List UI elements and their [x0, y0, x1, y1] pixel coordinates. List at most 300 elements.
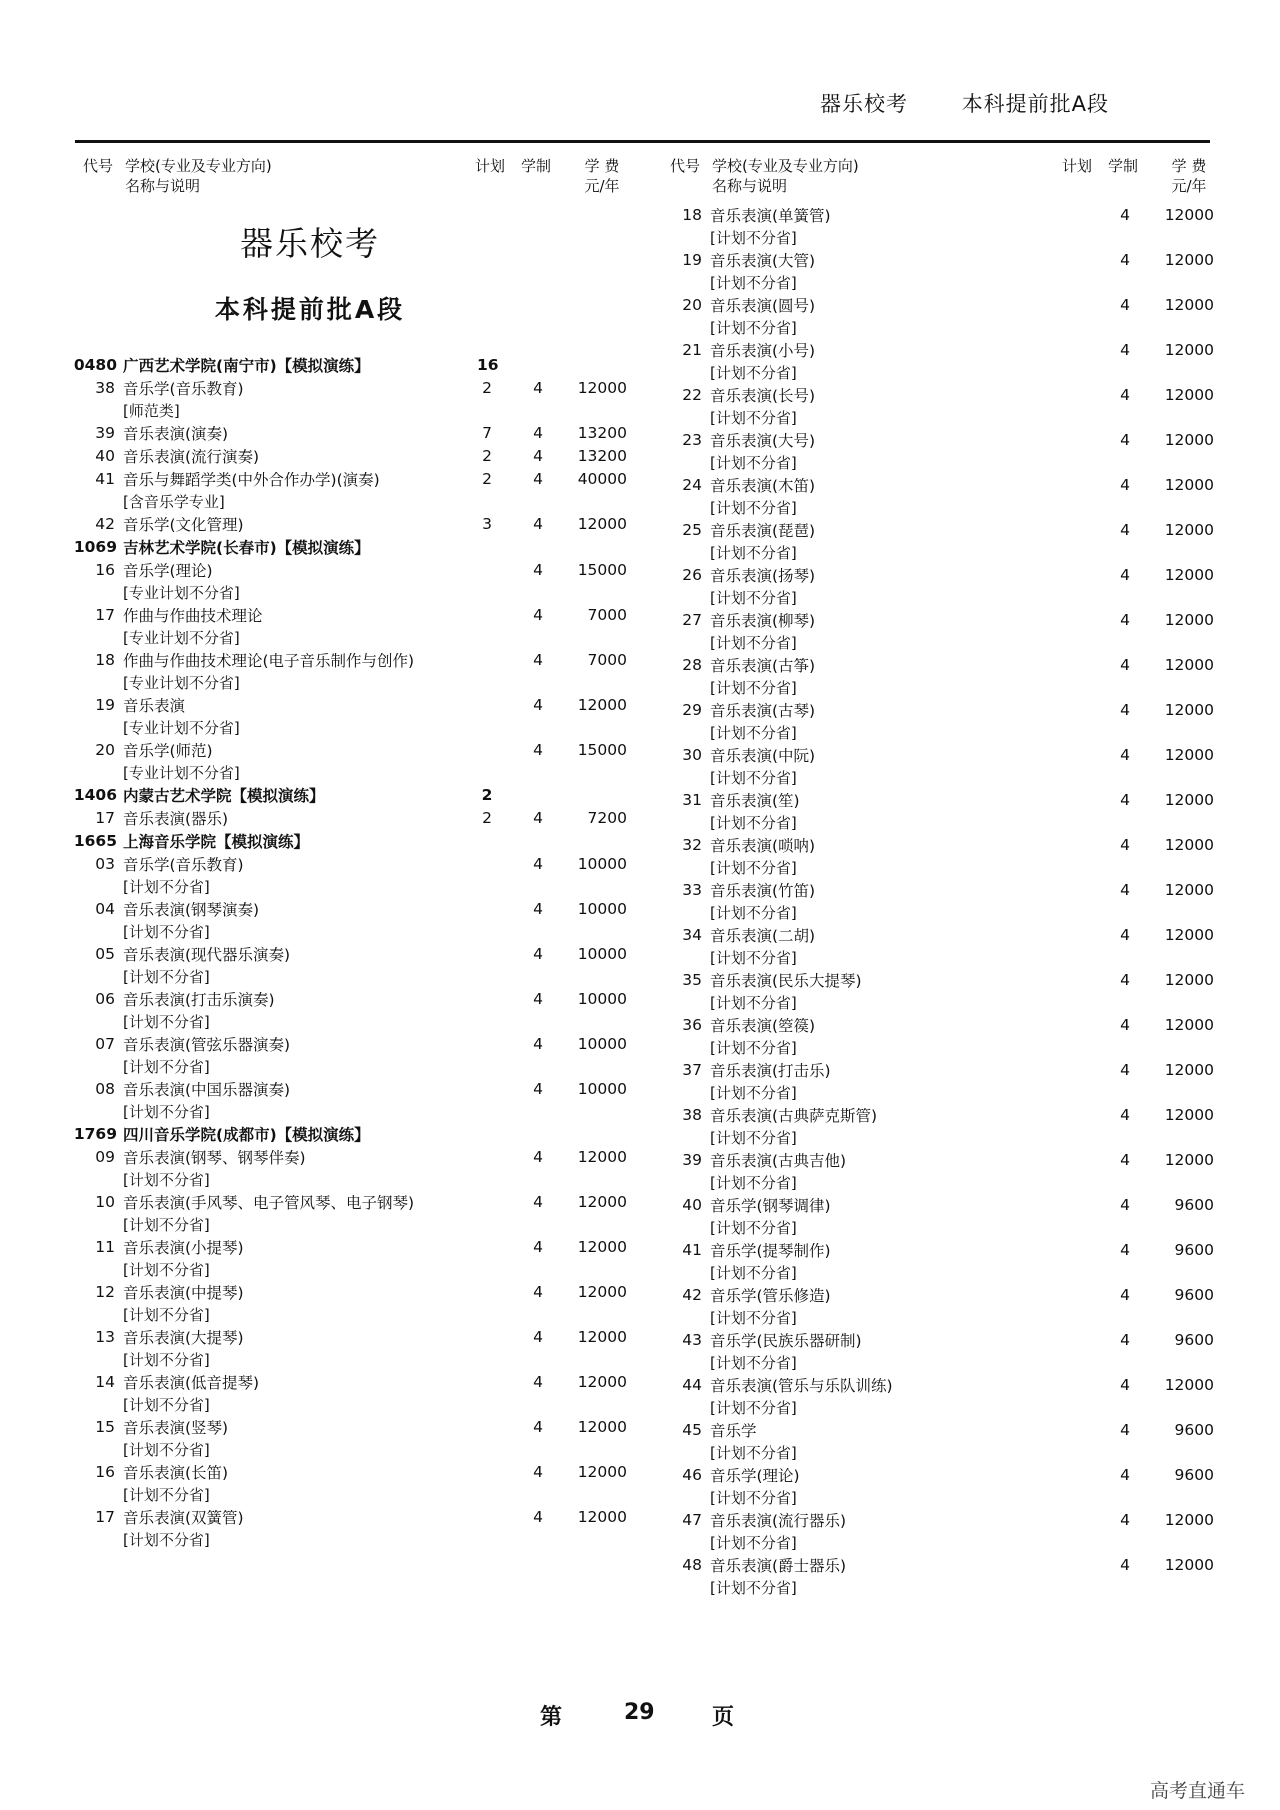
major-row: [75, 853, 635, 876]
major-note: [计划不分省]: [710, 904, 797, 922]
tuition-fee: 12000: [1164, 701, 1214, 719]
major-row: [75, 1281, 635, 1304]
major-row: [662, 924, 1222, 947]
major-code: 03: [95, 855, 115, 873]
school-name: 上海音乐学院【模拟演练】: [123, 833, 310, 851]
duration-years: 4: [1120, 1466, 1130, 1484]
major-name: 音乐学(师范): [123, 742, 213, 760]
major-note: [计划不分省]: [710, 544, 797, 562]
duration-years: 4: [533, 470, 543, 488]
major-code: 35: [682, 971, 702, 989]
major-name: 音乐表演(唢呐): [710, 837, 816, 855]
duration-years: 4: [1120, 1016, 1130, 1034]
duration-years: 4: [1120, 341, 1130, 359]
tuition-fee: 12000: [1164, 1016, 1214, 1034]
major-row: [75, 1078, 635, 1101]
plan-count: 7: [482, 424, 492, 442]
major-code: 37: [682, 1061, 702, 1079]
major-note: [计划不分省]: [710, 1534, 797, 1552]
tuition-fee: 12000: [1164, 341, 1214, 359]
major-row: [75, 1146, 635, 1169]
major-code: 40: [95, 447, 115, 465]
major-note: [计划不分省]: [710, 1264, 797, 1282]
tuition-fee: 15000: [577, 741, 627, 759]
major-code: 25: [682, 521, 702, 539]
header-fee-unit: 元/年: [584, 177, 620, 195]
major-name: 音乐表演(长笛): [123, 1464, 229, 1482]
duration-years: 4: [533, 855, 543, 873]
major-row: [75, 1461, 635, 1484]
tuition-fee: 10000: [577, 1035, 627, 1053]
major-code: 40: [682, 1196, 702, 1214]
major-note: [计划不分省]: [710, 319, 797, 337]
major-code: 17: [95, 606, 115, 624]
major-row: [662, 519, 1222, 542]
duration-years: 4: [1120, 1151, 1130, 1169]
major-name: 音乐表演(古筝): [710, 657, 816, 675]
major-name: 音乐表演(古典吉他): [710, 1152, 847, 1170]
major-row: [662, 1149, 1222, 1172]
duration-years: 4: [1120, 296, 1130, 314]
major-code: 34: [682, 926, 702, 944]
major-code: 07: [95, 1035, 115, 1053]
duration-years: 4: [1120, 386, 1130, 404]
major-name: 音乐表演(单簧管): [710, 207, 831, 225]
duration-years: 4: [533, 1080, 543, 1098]
major-name: 音乐表演(器乐): [123, 810, 229, 828]
major-name: 音乐表演(现代器乐演奏): [123, 946, 291, 964]
major-code: 17: [95, 1508, 115, 1526]
major-note: [计划不分省]: [123, 1306, 210, 1324]
school-code: 1665: [73, 832, 117, 850]
major-row: [662, 564, 1222, 587]
major-code: 20: [95, 741, 115, 759]
major-code: 20: [682, 296, 702, 314]
tuition-fee: 10000: [577, 900, 627, 918]
major-row: [662, 204, 1222, 227]
major-note: [计划不分省]: [123, 1351, 210, 1369]
major-name: 音乐学: [710, 1422, 757, 1440]
tuition-fee: 12000: [577, 379, 627, 397]
duration-years: 4: [1120, 1286, 1130, 1304]
duration-years: 4: [533, 1508, 543, 1526]
column-header: [662, 156, 1222, 202]
tuition-fee: 12000: [1164, 1061, 1214, 1079]
section-heading: [75, 216, 545, 336]
duration-years: 4: [1120, 701, 1130, 719]
major-note: [计划不分省]: [710, 1039, 797, 1057]
major-name: 音乐与舞蹈学类(中外合作办学)(演奏): [123, 471, 380, 489]
duration-years: 4: [1120, 206, 1130, 224]
major-code: 32: [682, 836, 702, 854]
page-number-suffix: 页: [712, 1705, 735, 1730]
major-name: 音乐表演(木笛): [710, 477, 816, 495]
tuition-fee: 13200: [577, 447, 627, 465]
tuition-fee: 12000: [577, 1463, 627, 1481]
major-code: 41: [682, 1241, 702, 1259]
major-code: 17: [95, 809, 115, 827]
major-row: [75, 943, 635, 966]
header-plan: 计划: [475, 157, 506, 175]
major-name: 音乐学(文化管理): [123, 516, 244, 534]
duration-years: 4: [533, 515, 543, 533]
major-name: 音乐表演(打击乐演奏): [123, 991, 275, 1009]
major-note: [计划不分省]: [710, 229, 797, 247]
major-row: [75, 1191, 635, 1214]
tuition-fee: 15000: [577, 561, 627, 579]
right-entry-list: [662, 204, 1222, 1599]
duration-years: 4: [533, 1238, 543, 1256]
tuition-fee: 12000: [577, 1508, 627, 1526]
major-note: [计划不分省]: [710, 409, 797, 427]
major-name: 音乐表演(小号): [710, 342, 816, 360]
major-note: [计划不分省]: [710, 1174, 797, 1192]
major-note: [专业计划不分省]: [123, 719, 240, 737]
header-fee-unit: 元/年: [1171, 177, 1207, 195]
tuition-fee: 12000: [577, 1328, 627, 1346]
duration-years: 4: [1120, 836, 1130, 854]
major-code: 39: [95, 424, 115, 442]
duration-years: 4: [533, 990, 543, 1008]
duration-years: 4: [533, 741, 543, 759]
tuition-fee: 12000: [577, 1283, 627, 1301]
major-code: 16: [95, 1463, 115, 1481]
major-code: 08: [95, 1080, 115, 1098]
major-row: [75, 513, 635, 536]
major-code: 10: [95, 1193, 115, 1211]
major-row: [75, 898, 635, 921]
major-code: 04: [95, 900, 115, 918]
tuition-fee: 10000: [577, 990, 627, 1008]
major-row: [75, 807, 635, 830]
duration-years: 4: [533, 1373, 543, 1391]
major-note: [计划不分省]: [123, 1441, 210, 1459]
tuition-fee: 12000: [1164, 206, 1214, 224]
duration-years: 4: [1120, 746, 1130, 764]
tuition-fee: 12000: [577, 696, 627, 714]
major-note: [计划不分省]: [710, 454, 797, 472]
duration-years: 4: [1120, 1511, 1130, 1529]
header-school: 学校(专业及专业方向): [712, 157, 859, 175]
major-row: [75, 739, 635, 762]
duration-years: 4: [1120, 926, 1130, 944]
major-note: [计划不分省]: [710, 949, 797, 967]
major-note: [计划不分省]: [710, 859, 797, 877]
duration-years: 4: [533, 447, 543, 465]
major-note: [计划不分省]: [710, 1444, 797, 1462]
major-name: 音乐表演(古典萨克斯管): [710, 1107, 878, 1125]
major-code: 39: [682, 1151, 702, 1169]
tuition-fee: 12000: [1164, 746, 1214, 764]
plan-count: 2: [482, 470, 492, 488]
duration-years: 4: [1120, 1331, 1130, 1349]
duration-years: 4: [533, 379, 543, 397]
duration-years: 4: [533, 809, 543, 827]
header-fee: 学 费: [1171, 157, 1207, 175]
major-name: 音乐表演(手风琴、电子管风琴、电子钢琴): [123, 1194, 415, 1212]
major-name: 音乐表演(双簧管): [123, 1509, 244, 1527]
major-note: [含音乐学专业]: [123, 493, 225, 511]
tuition-fee: 12000: [577, 1193, 627, 1211]
tuition-fee: 12000: [1164, 791, 1214, 809]
major-row: [662, 1194, 1222, 1217]
major-code: 30: [682, 746, 702, 764]
header-school-desc: 名称与说明: [712, 177, 788, 195]
page-number-prefix: 第: [540, 1705, 563, 1730]
major-code: 15: [95, 1418, 115, 1436]
major-code: 36: [682, 1016, 702, 1034]
major-note: [计划不分省]: [710, 814, 797, 832]
major-row: [662, 654, 1222, 677]
tuition-fee: 9600: [1174, 1241, 1214, 1259]
major-name: 音乐表演(低音提琴): [123, 1374, 260, 1392]
tuition-fee: 9600: [1174, 1466, 1214, 1484]
duration-years: 4: [1120, 1196, 1130, 1214]
major-name: 音乐表演(大提琴): [123, 1329, 244, 1347]
major-code: 46: [682, 1466, 702, 1484]
header-duration: 学制: [1108, 157, 1139, 175]
major-row: [662, 1284, 1222, 1307]
school-name: 四川音乐学院(成都市)【模拟演练】: [123, 1126, 370, 1144]
major-note: [计划不分省]: [710, 499, 797, 517]
major-name: 音乐表演(琵琶): [710, 522, 816, 540]
major-note: [计划不分省]: [710, 634, 797, 652]
major-row: [662, 1104, 1222, 1127]
major-row: [75, 1236, 635, 1259]
tuition-fee: 7000: [587, 651, 627, 669]
major-name: 音乐表演(扬琴): [710, 567, 816, 585]
major-name: 音乐表演(中提琴): [123, 1284, 244, 1302]
major-note: [计划不分省]: [123, 1103, 210, 1121]
header-duration: 学制: [521, 157, 552, 175]
major-row: [75, 559, 635, 582]
major-name: 音乐表演(古琴): [710, 702, 816, 720]
major-name: 音乐表演(中国乐器演奏): [123, 1081, 291, 1099]
tuition-fee: 12000: [1164, 296, 1214, 314]
tuition-fee: 10000: [577, 945, 627, 963]
major-row: [662, 744, 1222, 767]
right-column: [662, 156, 1222, 1599]
header-fee: 学 费: [584, 157, 620, 175]
tuition-fee: 9600: [1174, 1331, 1214, 1349]
school-name: 广西艺术学院(南宁市)【模拟演练】: [123, 357, 370, 375]
duration-years: 4: [1120, 1241, 1130, 1259]
column-header: [75, 156, 635, 202]
tuition-fee: 7000: [587, 606, 627, 624]
major-code: 29: [682, 701, 702, 719]
major-row: [662, 249, 1222, 272]
major-row: [662, 1239, 1222, 1262]
major-code: 47: [682, 1511, 702, 1529]
major-code: 44: [682, 1376, 702, 1394]
major-note: [计划不分省]: [710, 994, 797, 1012]
tuition-fee: 12000: [1164, 971, 1214, 989]
major-name: 音乐表演(演奏): [123, 425, 229, 443]
major-note: [计划不分省]: [710, 1129, 797, 1147]
duration-years: 4: [533, 1283, 543, 1301]
major-row: [75, 1033, 635, 1056]
major-code: 26: [682, 566, 702, 584]
duration-years: 4: [533, 651, 543, 669]
school-row: [75, 354, 635, 377]
major-code: 18: [682, 206, 702, 224]
header-school-desc: 名称与说明: [125, 177, 201, 195]
major-row: [75, 988, 635, 1011]
major-name: 音乐表演(柳琴): [710, 612, 816, 630]
major-code: 23: [682, 431, 702, 449]
major-name: 音乐表演(管弦乐器演奏): [123, 1036, 291, 1054]
tuition-fee: 12000: [1164, 1556, 1214, 1574]
major-row: [662, 1464, 1222, 1487]
major-row: [75, 422, 635, 445]
major-note: [计划不分省]: [710, 679, 797, 697]
duration-years: 4: [533, 1328, 543, 1346]
major-row: [75, 604, 635, 627]
tuition-fee: 12000: [1164, 386, 1214, 404]
major-code: 41: [95, 470, 115, 488]
tuition-fee: 12000: [1164, 656, 1214, 674]
duration-years: 4: [533, 1463, 543, 1481]
left-entry-list: [75, 354, 635, 1551]
major-row: [75, 1326, 635, 1349]
major-code: 05: [95, 945, 115, 963]
major-name: 音乐表演(钢琴演奏): [123, 901, 260, 919]
major-name: 音乐表演: [123, 697, 186, 715]
major-code: 48: [682, 1556, 702, 1574]
major-name: 音乐表演(打击乐): [710, 1062, 831, 1080]
major-row: [75, 1371, 635, 1394]
tuition-fee: 7200: [587, 809, 627, 827]
major-name: 音乐表演(竖琴): [123, 1419, 229, 1437]
major-code: 38: [95, 379, 115, 397]
major-name: 音乐学(理论): [123, 562, 213, 580]
page-number-value: 29: [624, 1700, 655, 1725]
duration-years: 4: [533, 606, 543, 624]
major-note: [专业计划不分省]: [123, 584, 240, 602]
watermark: 高考直通车: [1150, 1780, 1246, 1802]
school-code: 1769: [73, 1125, 117, 1143]
duration-years: 4: [1120, 431, 1130, 449]
major-note: [计划不分省]: [710, 1084, 797, 1102]
major-row: [662, 1509, 1222, 1532]
major-row: [75, 1506, 635, 1529]
major-row: [75, 377, 635, 400]
major-name: 音乐表演(箜篌): [710, 1017, 816, 1035]
duration-years: 4: [1120, 251, 1130, 269]
major-note: [计划不分省]: [710, 1489, 797, 1507]
major-row: [662, 429, 1222, 452]
major-name: 音乐表演(管乐与乐队训练): [710, 1377, 893, 1395]
major-note: [专业计划不分省]: [123, 674, 240, 692]
major-row: [662, 789, 1222, 812]
tuition-fee: 12000: [1164, 566, 1214, 584]
major-code: 42: [95, 515, 115, 533]
tuition-fee: 12000: [577, 1373, 627, 1391]
duration-years: 4: [1120, 476, 1130, 494]
major-name: 音乐表演(钢琴、钢琴伴奏): [123, 1149, 306, 1167]
major-row: [662, 834, 1222, 857]
section-subtitle: 本科提前批A段: [214, 295, 406, 324]
tuition-fee: 12000: [577, 1238, 627, 1256]
duration-years: 4: [533, 945, 543, 963]
major-name: 作曲与作曲技术理论: [123, 607, 263, 625]
major-row: [662, 969, 1222, 992]
major-note: [计划不分省]: [123, 968, 210, 986]
major-note: [计划不分省]: [123, 1171, 210, 1189]
major-code: 43: [682, 1331, 702, 1349]
major-code: 24: [682, 476, 702, 494]
major-code: 19: [95, 696, 115, 714]
tuition-fee: 9600: [1174, 1421, 1214, 1439]
major-note: [计划不分省]: [710, 1399, 797, 1417]
major-row: [75, 468, 635, 491]
school-name: 吉林艺术学院(长春市)【模拟演练】: [123, 539, 370, 557]
major-name: 音乐学(理论): [710, 1467, 800, 1485]
major-note: [计划不分省]: [123, 878, 210, 896]
major-note: [计划不分省]: [123, 923, 210, 941]
major-code: 33: [682, 881, 702, 899]
left-column: [75, 156, 635, 1551]
major-code: 16: [95, 561, 115, 579]
duration-years: 4: [1120, 521, 1130, 539]
plan-count: 2: [482, 447, 492, 465]
major-name: 音乐表演(二胡): [710, 927, 816, 945]
duration-years: 4: [1120, 971, 1130, 989]
school-name: 内蒙古艺术学院【模拟演练】: [123, 787, 325, 805]
major-note: [计划不分省]: [710, 364, 797, 382]
major-note: [计划不分省]: [710, 769, 797, 787]
major-row: [75, 445, 635, 468]
plan-count: 2: [482, 379, 492, 397]
major-row: [662, 879, 1222, 902]
major-code: 14: [95, 1373, 115, 1391]
major-code: 27: [682, 611, 702, 629]
major-name: 音乐学(提琴制作): [710, 1242, 831, 1260]
major-note: [专业计划不分省]: [123, 764, 240, 782]
major-row: [75, 694, 635, 717]
major-row: [662, 609, 1222, 632]
major-note: [师范类]: [123, 402, 180, 420]
major-code: 45: [682, 1421, 702, 1439]
running-header-batch: 本科提前批A段: [961, 92, 1110, 116]
major-name: 音乐表演(圆号): [710, 297, 816, 315]
major-code: 11: [95, 1238, 115, 1256]
tuition-fee: 10000: [577, 1080, 627, 1098]
duration-years: 4: [533, 900, 543, 918]
tuition-fee: 12000: [577, 1418, 627, 1436]
major-name: 音乐表演(竹笛): [710, 882, 816, 900]
major-code: 19: [682, 251, 702, 269]
duration-years: 4: [1120, 881, 1130, 899]
school-code: 1406: [73, 786, 117, 804]
school-code: 0480: [73, 356, 117, 374]
major-name: 音乐学(音乐教育): [123, 380, 244, 398]
major-name: 音乐表演(长号): [710, 387, 816, 405]
header-code: 代号: [83, 157, 114, 175]
tuition-fee: 12000: [1164, 881, 1214, 899]
major-note: [专业计划不分省]: [123, 629, 240, 647]
major-note: [计划不分省]: [710, 274, 797, 292]
major-name: 音乐表演(流行器乐): [710, 1512, 847, 1530]
major-code: 28: [682, 656, 702, 674]
plan-count: 2: [482, 809, 492, 827]
major-note: [计划不分省]: [123, 1216, 210, 1234]
major-code: 42: [682, 1286, 702, 1304]
duration-years: 4: [1120, 1556, 1130, 1574]
major-note: [计划不分省]: [710, 1354, 797, 1372]
tuition-fee: 12000: [1164, 1151, 1214, 1169]
major-code: 21: [682, 341, 702, 359]
